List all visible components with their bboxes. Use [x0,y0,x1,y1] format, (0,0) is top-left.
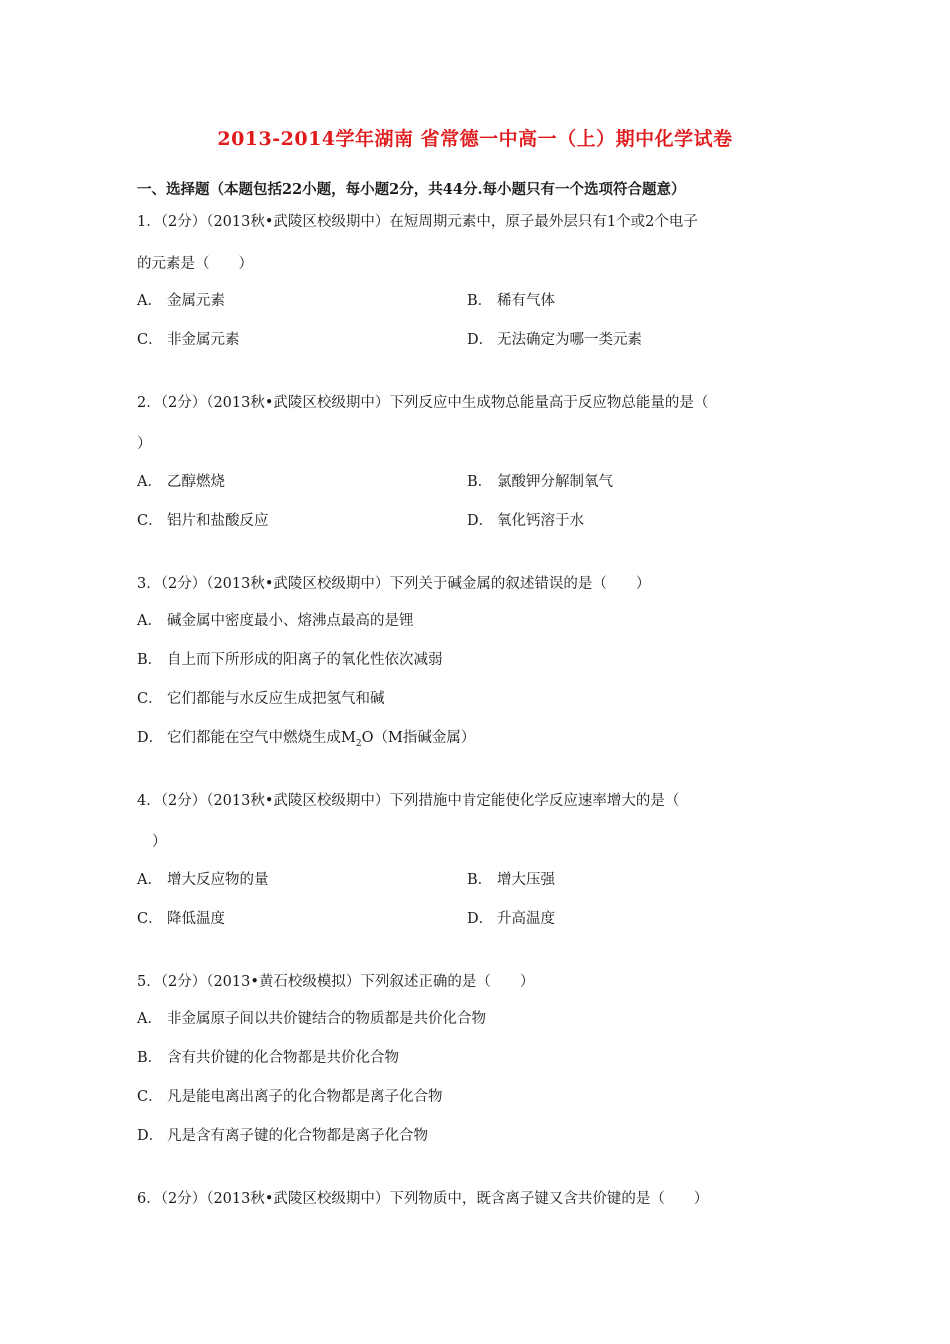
option-c: C． 降低温度 [137,911,225,927]
question-stem: 3．（2分）（2013秋•武陵区校级期中）下列关于碱金属的叙述错误的是（ ） [137,576,651,592]
option-c: C． 铝片和盐酸反应 [137,513,269,529]
option-b: B． 稀有气体 [467,293,555,309]
option-b: B． 自上而下所形成的阳离子的氧化性依次减弱 [137,652,443,668]
option-a: A． 乙醇燃烧 [137,474,225,490]
option-c: C． 非金属元素 [137,332,240,348]
question-stem: 2．（2分）（2013秋•武陵区校级期中）下列反应中生成物总能量高于反应物总能量的是（ [137,395,709,411]
option-b: B． 氯酸钾分解制氧气 [467,474,613,490]
option-d: D． 凡是含有离子键的化合物都是离子化合物 [137,1128,428,1144]
option-b: B． 含有共价键的化合物都是共价化合物 [137,1050,399,1066]
option-d: D． 无法确定为哪一类元素 [467,332,642,348]
option-a: A． 碱金属中密度最小、熔沸点最高的是锂 [137,613,414,629]
option-c: C． 它们都能与水反应生成把氢气和碱 [137,691,385,707]
option-a: A． 非金属原子间以共价键结合的物质都是共价化合物 [137,1011,486,1027]
question-stem: ） [137,436,152,452]
option-a: A． 增大反应物的量 [137,872,269,888]
question-stem: 4．（2分）（2013秋•武陵区校级期中）下列措施中肯定能使化学反应速率增大的是（ [137,793,680,809]
option-d: D． 氧化钙溶于水 [467,513,584,529]
option-c: C． 凡是能电离出离子的化合物都是离子化合物 [137,1089,443,1105]
question-stem: 6．（2分）（2013秋•武陵区校级期中）下列物质中，既含离子键又含共价键的是（ ） [137,1191,709,1207]
question-stem: ） [152,834,167,850]
question-stem: 5．（2分）（2013•黄石校级模拟）下列叙述正确的是（ ） [137,974,535,990]
option-a: A． 金属元素 [137,293,225,309]
option-d: D． 升高温度 [467,911,555,927]
option-d: D． 它们都能在空气中燃烧生成$M_2O(M$指碱金属） [137,730,476,749]
question-stem: 的元素是（ ） [137,256,253,272]
section-heading: 一、选择题（本题包括22小题，每小题2分，共44分.每小题只有一个选项符合题意） [137,181,686,198]
page-title: 2013-2014学年湖南 省常德一中高一（上）期中化学试卷 [217,128,733,150]
question-stem: 1．（2分）（2013秋•武陵区校级期中）在短周期元素中，原子最外层只有1个或2个电子 [137,214,698,230]
option-b: B． 增大压强 [467,872,555,888]
